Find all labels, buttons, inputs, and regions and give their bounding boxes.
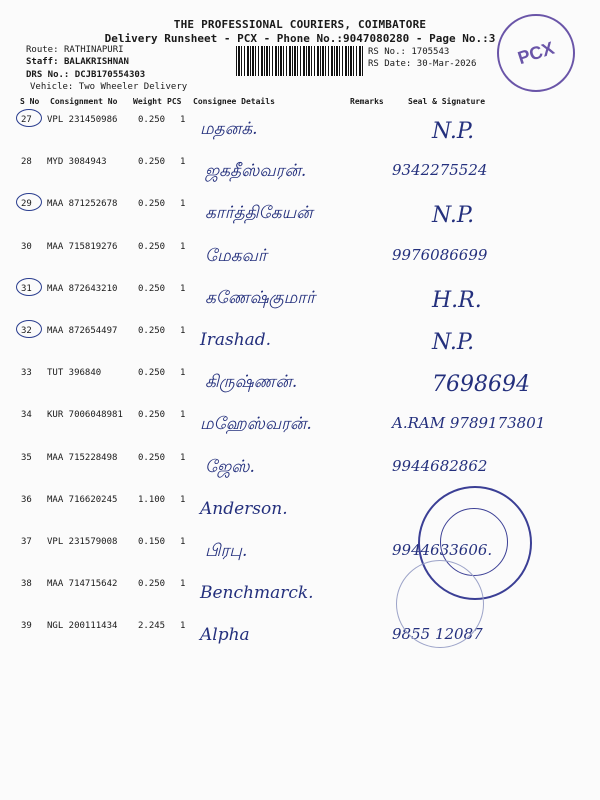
row-consignment-no: VPL 231579008 — [47, 537, 118, 547]
route-value: RATHINAPURI — [63, 45, 124, 55]
runsheet-title: THE PROFESSIONAL COURIERS, COIMBATORE — [173, 18, 427, 31]
row-consignee-handwritten: பிரபு. — [205, 541, 248, 561]
row-signature: 7698694 — [432, 372, 530, 398]
row-consignee-handwritten: ஜேஸ். — [205, 456, 255, 477]
vehicle-line — [30, 82, 187, 92]
col-sno: S No — [20, 97, 40, 106]
row-sno: 37 — [21, 537, 32, 547]
row-consignment-no: MAA 715228498 — [47, 452, 118, 463]
col-remarks: Remarks — [350, 97, 384, 106]
row-sno: 32 — [21, 326, 32, 336]
table-row — [0, 402, 600, 444]
row-signature: A.RAM 9789173801 — [392, 414, 546, 433]
row-consignment-no: MAA 871252678 — [47, 199, 118, 210]
row-pcs: 1 — [180, 621, 186, 632]
row-consignee-handwritten: கணேஷ்குமார் — [205, 287, 316, 308]
benchmark-seal-icon — [396, 560, 484, 648]
row-consignee-handwritten: மதனக். — [200, 119, 258, 139]
row-sno: 28 — [21, 157, 32, 168]
row-consignment-no: MAA 872654497 — [47, 326, 118, 336]
vehicle-value: Two Wheeler Delivery — [78, 82, 188, 92]
row-sno: 27 — [21, 115, 32, 125]
row-weight: 0.250 — [138, 283, 166, 294]
pcx-stamp-text: PCX — [515, 37, 557, 69]
barcode — [236, 46, 364, 76]
table-row — [0, 191, 600, 233]
row-sno: 29 — [21, 199, 32, 210]
row-weight: 0.250 — [138, 157, 166, 168]
row-sno: 30 — [21, 241, 32, 252]
row-consignment-no: KUR 7006048981 — [47, 410, 123, 421]
pcx-stamp — [497, 14, 575, 92]
row-consignment-no: MAA 715819276 — [47, 241, 118, 252]
row-sno: 33 — [21, 368, 32, 379]
row-signature: H.R. — [432, 287, 482, 313]
row-pcs: 1 — [180, 326, 186, 336]
row-pcs: 1 — [180, 157, 186, 168]
row-sno: 35 — [21, 452, 32, 463]
row-weight: 0.150 — [138, 537, 166, 547]
staff-line — [26, 57, 129, 67]
row-signature: N.P. — [432, 203, 475, 229]
row-pcs: 1 — [180, 537, 186, 547]
table-row — [0, 107, 600, 149]
table-row — [0, 234, 600, 276]
row-sno: 31 — [21, 283, 32, 294]
row-consignee-handwritten: Irashad. — [200, 330, 272, 350]
col-pcs: PCS — [167, 97, 182, 106]
row-consignee-handwritten: ஜகதீஸ்வரன். — [205, 161, 307, 182]
row-consignment-no: NGL 200111434 — [47, 621, 118, 632]
drs-line — [26, 70, 145, 80]
row-pcs: 1 — [180, 579, 186, 590]
row-weight: 0.250 — [138, 115, 166, 125]
runsheet-subtitle: Delivery Runsheet - PCX - Phone No.:9047080280 - Page No.:3 — [104, 32, 496, 45]
table-row — [0, 613, 600, 655]
row-pcs: 1 — [180, 241, 186, 252]
row-signature: 9976086699 — [392, 245, 488, 264]
drs-label: DRS No.: — [26, 70, 70, 80]
row-consignment-no: MYD 3084943 — [47, 157, 107, 168]
row-weight: 0.250 — [138, 579, 166, 590]
row-consignment-no: MAA 714715642 — [47, 579, 118, 590]
row-consignee-handwritten: Anderson. — [200, 498, 288, 519]
row-consignee-handwritten: மேகவர் — [205, 245, 267, 266]
row-pcs: 1 — [180, 283, 186, 294]
row-consignee-handwritten: Alpha — [200, 625, 250, 646]
row-consignee-handwritten: கார்த்திகேயன் — [205, 203, 313, 224]
row-consignment-no: MAA 872643210 — [47, 283, 118, 294]
row-consignment-no: MAA 716620245 — [47, 494, 118, 505]
route-label: Route: — [26, 45, 59, 55]
rs-date-value: 30-Mar-2026 — [416, 59, 477, 69]
row-weight: 0.250 — [138, 452, 166, 463]
row-weight: 1.100 — [138, 494, 166, 505]
row-sno: 39 — [21, 621, 32, 632]
col-consignee: Consignee Details — [193, 97, 275, 106]
row-weight: 0.250 — [138, 199, 166, 210]
rs-no-line — [368, 47, 449, 57]
staff-value: BALAKRISHNAN — [63, 57, 129, 67]
row-pcs: 1 — [180, 494, 186, 505]
row-signature: 9944633606. — [392, 541, 493, 559]
col-weight: Weight — [133, 97, 162, 106]
row-weight: 2.245 — [138, 621, 166, 632]
rs-no-label: RS No.: — [368, 47, 406, 57]
table-row — [0, 149, 600, 191]
row-consignee-handwritten: கிருஷ்ணன். — [205, 372, 298, 393]
row-weight: 0.250 — [138, 241, 166, 252]
table-row — [0, 276, 600, 318]
row-sno: 38 — [21, 579, 32, 590]
route-line — [26, 45, 124, 55]
row-pcs: 1 — [180, 368, 186, 379]
row-pcs: 1 — [180, 115, 186, 125]
staff-label: Staff: — [26, 57, 59, 67]
col-consignment: Consignment No — [50, 97, 118, 106]
drs-value: DCJB170554303 — [74, 70, 146, 80]
row-consignee-handwritten: மஹேஸ்வரன். — [200, 414, 312, 435]
row-signature: 9944682862 — [392, 456, 488, 475]
row-signature: 9855 12087 — [392, 625, 483, 644]
rs-date-line — [368, 59, 476, 69]
vehicle-label: Vehicle: — [30, 82, 74, 92]
rs-date-label: RS Date: — [368, 59, 412, 69]
rs-no-value: 1705543 — [411, 47, 450, 57]
row-consignee-handwritten: Benchmarck. — [200, 583, 314, 604]
row-sno: 34 — [21, 410, 32, 421]
table-row — [0, 360, 600, 402]
row-pcs: 1 — [180, 410, 186, 421]
row-signature: N.P. — [432, 119, 475, 144]
row-consignment-no: TUT 396840 — [47, 368, 102, 379]
row-consignment-no: VPL 231450986 — [47, 115, 118, 125]
row-weight: 0.250 — [138, 368, 166, 379]
row-weight: 0.250 — [138, 410, 166, 421]
table-row — [0, 318, 600, 360]
table-row — [0, 445, 600, 487]
col-seal: Seal & Signature — [408, 97, 486, 106]
row-pcs: 1 — [180, 199, 186, 210]
row-signature: 9342275524 — [392, 161, 488, 180]
row-weight: 0.250 — [138, 326, 166, 336]
row-pcs: 1 — [180, 452, 186, 463]
row-signature: N.P. — [432, 330, 475, 355]
row-sno: 36 — [21, 494, 32, 505]
